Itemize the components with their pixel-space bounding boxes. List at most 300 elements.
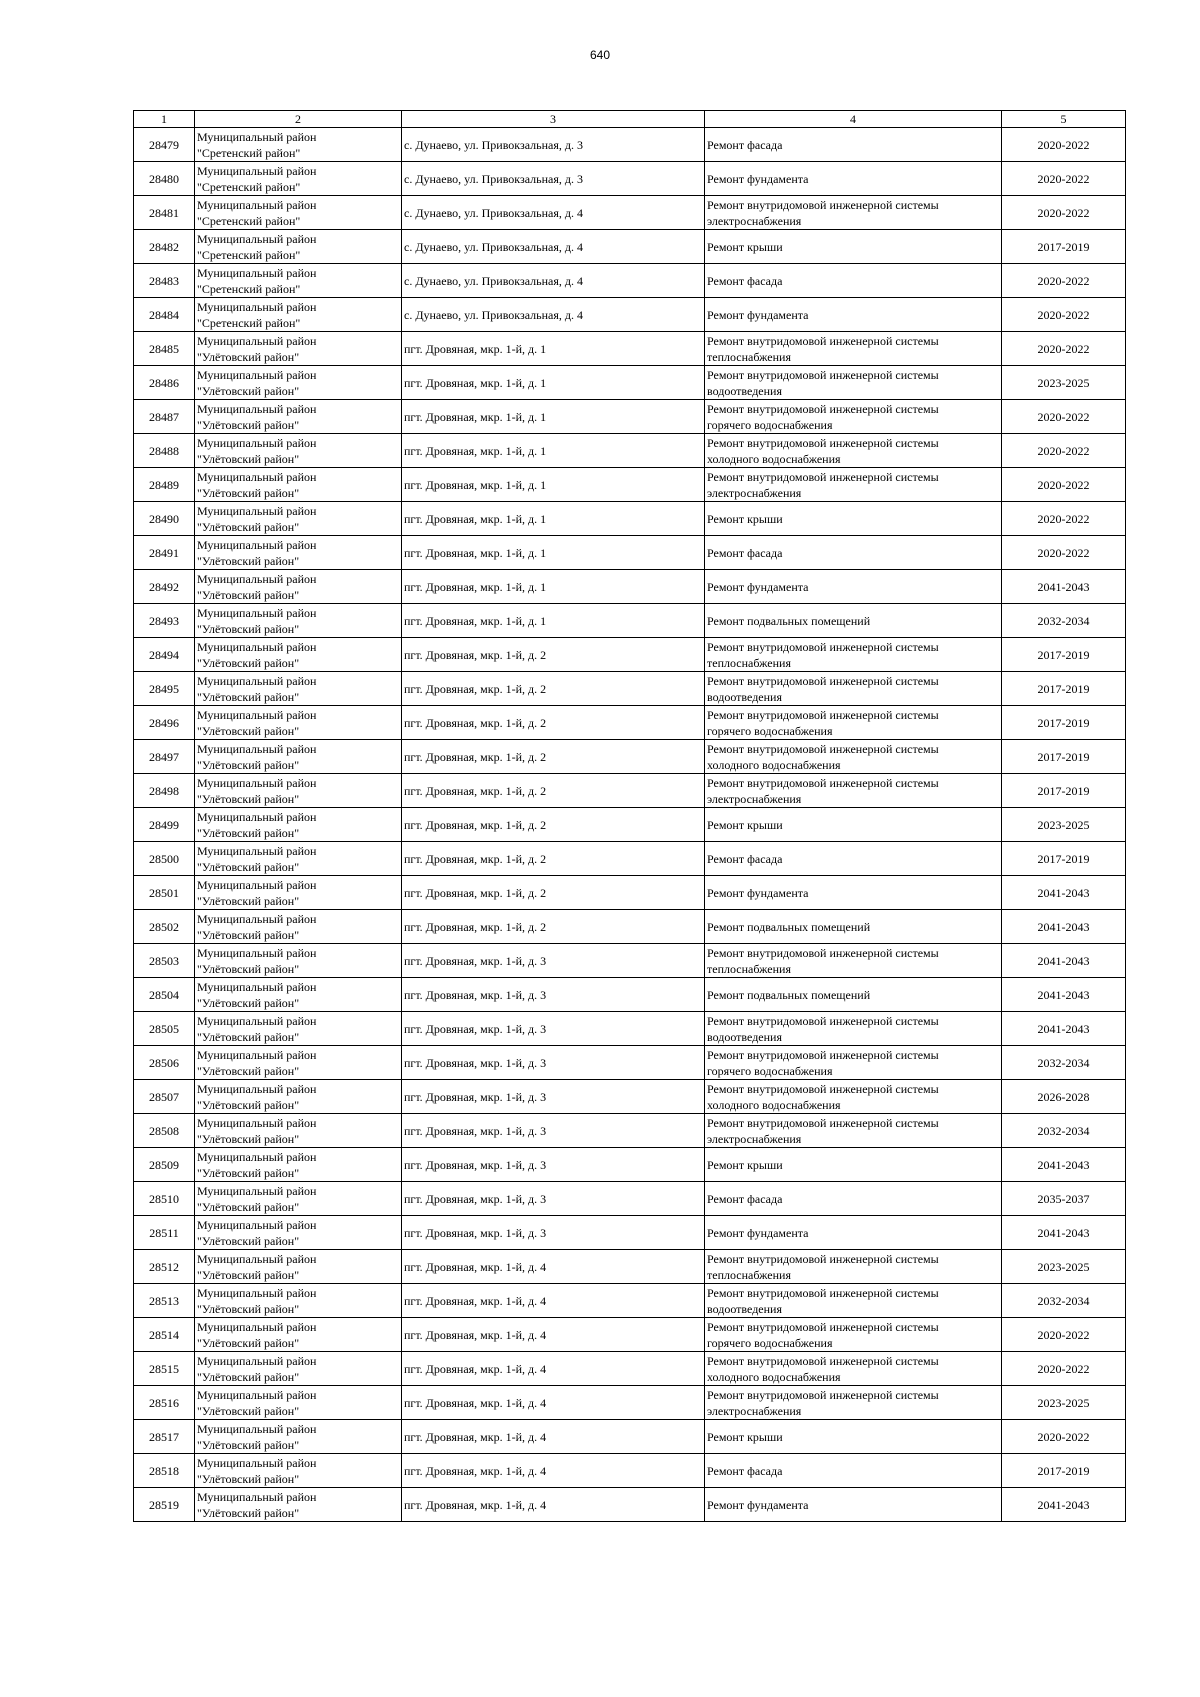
table-row bbox=[134, 638, 1126, 672]
period-cell: 2017-2019 bbox=[1002, 842, 1126, 876]
district-cell bbox=[195, 774, 402, 808]
row-number-cell: 28513 bbox=[134, 1284, 195, 1318]
district-cell bbox=[195, 502, 402, 536]
work-type-cell bbox=[705, 1046, 1002, 1080]
period-cell: 2017-2019 bbox=[1002, 638, 1126, 672]
district-line: Муниципальный район bbox=[197, 605, 317, 620]
row-number-cell: 28503 bbox=[134, 944, 195, 978]
row-number-cell: 28498 bbox=[134, 774, 195, 808]
work-type-cell bbox=[705, 128, 1002, 162]
work-type-line-1: Ремонт внутридомовой инженерной системы bbox=[707, 401, 939, 416]
row-number-cell: 28492 bbox=[134, 570, 195, 604]
work-type-line-2: горячего водоснабжения bbox=[707, 1063, 833, 1078]
table-row bbox=[134, 1284, 1126, 1318]
period-cell: 2020-2022 bbox=[1002, 298, 1126, 332]
work-type-line-1: Ремонт подвальных помещений bbox=[707, 987, 871, 1002]
work-type-line-2: электроснабжения bbox=[707, 1131, 802, 1146]
district-line: Муниципальный район bbox=[197, 367, 317, 382]
period-cell: 2020-2022 bbox=[1002, 332, 1126, 366]
address-cell: пгт. Дровяная, мкр. 1-й, д. 4 bbox=[402, 1318, 705, 1352]
work-type-line-1: Ремонт фасада bbox=[707, 273, 783, 288]
row-number-cell: 28491 bbox=[134, 536, 195, 570]
work-type-line-1: Ремонт крыши bbox=[707, 817, 783, 832]
district-name: "Улётовский район" bbox=[197, 893, 300, 908]
district-line: Муниципальный район bbox=[197, 1489, 317, 1504]
work-type-line-2: холодного водоснабжения bbox=[707, 757, 841, 772]
table-row bbox=[134, 1046, 1126, 1080]
district-name: "Сретенский район" bbox=[197, 179, 301, 194]
district-cell bbox=[195, 1080, 402, 1114]
address-cell: пгт. Дровяная, мкр. 1-й, д. 3 bbox=[402, 1046, 705, 1080]
address-cell: пгт. Дровяная, мкр. 1-й, д. 1 bbox=[402, 366, 705, 400]
district-name: "Сретенский район" bbox=[197, 213, 301, 228]
work-type-cell bbox=[705, 298, 1002, 332]
district-name: "Улётовский район" bbox=[197, 1471, 300, 1486]
work-type-cell bbox=[705, 1216, 1002, 1250]
address-cell: пгт. Дровяная, мкр. 1-й, д. 4 bbox=[402, 1420, 705, 1454]
period-cell: 2023-2025 bbox=[1002, 1386, 1126, 1420]
district-cell bbox=[195, 264, 402, 298]
table-row bbox=[134, 332, 1126, 366]
district-line: Муниципальный район bbox=[197, 741, 317, 756]
row-number-cell: 28504 bbox=[134, 978, 195, 1012]
work-type-cell bbox=[705, 468, 1002, 502]
work-type-line-1: Ремонт фундамента bbox=[707, 885, 809, 900]
period-cell: 2020-2022 bbox=[1002, 434, 1126, 468]
row-number-cell: 28482 bbox=[134, 230, 195, 264]
work-type-cell bbox=[705, 1352, 1002, 1386]
district-cell bbox=[195, 1250, 402, 1284]
work-type-line-1: Ремонт внутридомовой инженерной системы bbox=[707, 1081, 939, 1096]
district-name: "Улётовский район" bbox=[197, 519, 300, 534]
period-cell: 2041-2043 bbox=[1002, 876, 1126, 910]
work-type-line-1: Ремонт внутридомовой инженерной системы bbox=[707, 469, 939, 484]
address-cell: с. Дунаево, ул. Привокзальная, д. 3 bbox=[402, 128, 705, 162]
table-row bbox=[134, 128, 1126, 162]
address-cell: пгт. Дровяная, мкр. 1-й, д. 1 bbox=[402, 332, 705, 366]
district-line: Муниципальный район bbox=[197, 1047, 317, 1062]
address-cell: пгт. Дровяная, мкр. 1-й, д. 4 bbox=[402, 1250, 705, 1284]
work-type-cell bbox=[705, 944, 1002, 978]
period-cell: 2017-2019 bbox=[1002, 672, 1126, 706]
work-type-cell bbox=[705, 162, 1002, 196]
address-cell: пгт. Дровяная, мкр. 1-й, д. 1 bbox=[402, 434, 705, 468]
district-cell bbox=[195, 332, 402, 366]
row-number-cell: 28485 bbox=[134, 332, 195, 366]
district-name: "Улётовский район" bbox=[197, 655, 300, 670]
period-cell: 2032-2034 bbox=[1002, 1114, 1126, 1148]
table-row bbox=[134, 842, 1126, 876]
work-type-line-2: теплоснабжения bbox=[707, 1267, 791, 1282]
work-type-cell bbox=[705, 536, 1002, 570]
district-name: "Улётовский район" bbox=[197, 1267, 300, 1282]
work-type-cell bbox=[705, 400, 1002, 434]
district-name: "Улётовский район" bbox=[197, 1369, 300, 1384]
work-type-line-1: Ремонт фундамента bbox=[707, 1225, 809, 1240]
period-cell: 2017-2019 bbox=[1002, 1454, 1126, 1488]
row-number-cell: 28500 bbox=[134, 842, 195, 876]
district-line: Муниципальный район bbox=[197, 435, 317, 450]
district-cell bbox=[195, 910, 402, 944]
work-type-line-2: теплоснабжения bbox=[707, 655, 791, 670]
table-row bbox=[134, 1182, 1126, 1216]
period-cell: 2017-2019 bbox=[1002, 774, 1126, 808]
district-name: "Сретенский район" bbox=[197, 247, 301, 262]
district-line: Муниципальный район bbox=[197, 1115, 317, 1130]
work-type-cell bbox=[705, 638, 1002, 672]
district-cell bbox=[195, 128, 402, 162]
district-name: "Улётовский район" bbox=[197, 791, 300, 806]
table-row bbox=[134, 1080, 1126, 1114]
district-cell bbox=[195, 1114, 402, 1148]
period-cell: 2020-2022 bbox=[1002, 468, 1126, 502]
table-row bbox=[134, 706, 1126, 740]
row-number-cell: 28519 bbox=[134, 1488, 195, 1522]
district-cell bbox=[195, 1386, 402, 1420]
row-number-cell: 28509 bbox=[134, 1148, 195, 1182]
work-type-line-1: Ремонт крыши bbox=[707, 239, 783, 254]
work-type-line-2: водоотведения bbox=[707, 1029, 782, 1044]
work-type-line-1: Ремонт крыши bbox=[707, 511, 783, 526]
period-cell: 2041-2043 bbox=[1002, 978, 1126, 1012]
district-name: "Улётовский район" bbox=[197, 1131, 300, 1146]
district-cell bbox=[195, 1284, 402, 1318]
work-type-cell bbox=[705, 230, 1002, 264]
table-row bbox=[134, 774, 1126, 808]
table-row bbox=[134, 400, 1126, 434]
address-cell: пгт. Дровяная, мкр. 1-й, д. 2 bbox=[402, 876, 705, 910]
row-number-cell: 28502 bbox=[134, 910, 195, 944]
district-name: "Улётовский район" bbox=[197, 1199, 300, 1214]
district-cell bbox=[195, 842, 402, 876]
period-cell: 2041-2043 bbox=[1002, 1216, 1126, 1250]
work-type-line-2: электроснабжения bbox=[707, 791, 802, 806]
row-number-cell: 28496 bbox=[134, 706, 195, 740]
work-type-line-2: холодного водоснабжения bbox=[707, 1097, 841, 1112]
district-name: "Улётовский район" bbox=[197, 349, 300, 364]
period-cell: 2020-2022 bbox=[1002, 196, 1126, 230]
row-number-cell: 28516 bbox=[134, 1386, 195, 1420]
address-cell: пгт. Дровяная, мкр. 1-й, д. 2 bbox=[402, 910, 705, 944]
period-cell: 2020-2022 bbox=[1002, 1318, 1126, 1352]
district-cell bbox=[195, 230, 402, 264]
period-cell: 2020-2022 bbox=[1002, 264, 1126, 298]
work-type-line-1: Ремонт внутридомовой инженерной системы bbox=[707, 775, 939, 790]
work-type-line-2: водоотведения bbox=[707, 689, 782, 704]
work-type-cell bbox=[705, 672, 1002, 706]
work-type-cell bbox=[705, 1148, 1002, 1182]
address-cell: пгт. Дровяная, мкр. 1-й, д. 1 bbox=[402, 468, 705, 502]
district-cell bbox=[195, 740, 402, 774]
address-cell: с. Дунаево, ул. Привокзальная, д. 4 bbox=[402, 196, 705, 230]
row-number-cell: 28497 bbox=[134, 740, 195, 774]
district-cell bbox=[195, 978, 402, 1012]
district-cell bbox=[195, 1182, 402, 1216]
period-cell: 2020-2022 bbox=[1002, 1420, 1126, 1454]
address-cell: пгт. Дровяная, мкр. 1-й, д. 3 bbox=[402, 1012, 705, 1046]
row-number-cell: 28507 bbox=[134, 1080, 195, 1114]
district-line: Муниципальный район bbox=[197, 1251, 317, 1266]
work-type-line-1: Ремонт внутридомовой инженерной системы bbox=[707, 1285, 939, 1300]
table-row bbox=[134, 196, 1126, 230]
work-type-cell bbox=[705, 842, 1002, 876]
period-cell: 2023-2025 bbox=[1002, 808, 1126, 842]
period-cell: 2041-2043 bbox=[1002, 570, 1126, 604]
table-row bbox=[134, 944, 1126, 978]
row-number-cell: 28486 bbox=[134, 366, 195, 400]
table-row bbox=[134, 1454, 1126, 1488]
district-cell bbox=[195, 706, 402, 740]
work-type-line-1: Ремонт внутридомовой инженерной системы bbox=[707, 197, 939, 212]
district-cell bbox=[195, 298, 402, 332]
address-cell: пгт. Дровяная, мкр. 1-й, д. 2 bbox=[402, 842, 705, 876]
work-type-cell bbox=[705, 196, 1002, 230]
period-cell: 2020-2022 bbox=[1002, 502, 1126, 536]
district-cell bbox=[195, 1420, 402, 1454]
work-type-line-1: Ремонт фасада bbox=[707, 1463, 783, 1478]
work-type-line-1: Ремонт внутридомовой инженерной системы bbox=[707, 1115, 939, 1130]
district-line: Муниципальный район bbox=[197, 1149, 317, 1164]
work-type-line-2: горячего водоснабжения bbox=[707, 417, 833, 432]
district-line: Муниципальный район bbox=[197, 1013, 317, 1028]
repair-schedule-table bbox=[133, 110, 1126, 1522]
table-row bbox=[134, 162, 1126, 196]
district-name: "Улётовский район" bbox=[197, 1063, 300, 1078]
district-line: Муниципальный район bbox=[197, 231, 317, 246]
work-type-cell bbox=[705, 604, 1002, 638]
work-type-cell bbox=[705, 1114, 1002, 1148]
address-cell: пгт. Дровяная, мкр. 1-й, д. 2 bbox=[402, 808, 705, 842]
district-line: Муниципальный район bbox=[197, 1387, 317, 1402]
period-cell: 2041-2043 bbox=[1002, 944, 1126, 978]
district-cell bbox=[195, 1454, 402, 1488]
district-name: "Улётовский район" bbox=[197, 1335, 300, 1350]
work-type-line-1: Ремонт фасада bbox=[707, 851, 783, 866]
district-name: "Улётовский район" bbox=[197, 383, 300, 398]
work-type-cell bbox=[705, 332, 1002, 366]
table-header-row bbox=[134, 111, 1126, 128]
work-type-line-1: Ремонт фасада bbox=[707, 545, 783, 560]
period-cell: 2026-2028 bbox=[1002, 1080, 1126, 1114]
table-row bbox=[134, 604, 1126, 638]
work-type-line-1: Ремонт фундамента bbox=[707, 307, 809, 322]
address-cell: пгт. Дровяная, мкр. 1-й, д. 1 bbox=[402, 536, 705, 570]
row-number-cell: 28493 bbox=[134, 604, 195, 638]
table-row bbox=[134, 570, 1126, 604]
address-cell: с. Дунаево, ул. Привокзальная, д. 3 bbox=[402, 162, 705, 196]
district-cell bbox=[195, 672, 402, 706]
district-cell bbox=[195, 400, 402, 434]
address-cell: пгт. Дровяная, мкр. 1-й, д. 1 bbox=[402, 502, 705, 536]
district-line: Муниципальный район bbox=[197, 571, 317, 586]
table-row bbox=[134, 1012, 1126, 1046]
address-cell: пгт. Дровяная, мкр. 1-й, д. 3 bbox=[402, 1148, 705, 1182]
work-type-cell bbox=[705, 808, 1002, 842]
work-type-cell bbox=[705, 1250, 1002, 1284]
period-cell: 2032-2034 bbox=[1002, 1284, 1126, 1318]
district-cell bbox=[195, 434, 402, 468]
work-type-line-1: Ремонт фасада bbox=[707, 137, 783, 152]
work-type-cell bbox=[705, 366, 1002, 400]
work-type-cell bbox=[705, 1012, 1002, 1046]
row-number-cell: 28512 bbox=[134, 1250, 195, 1284]
row-number-cell: 28487 bbox=[134, 400, 195, 434]
address-cell: пгт. Дровяная, мкр. 1-й, д. 2 bbox=[402, 638, 705, 672]
district-name: "Улётовский район" bbox=[197, 859, 300, 874]
work-type-cell bbox=[705, 1182, 1002, 1216]
district-line: Муниципальный район bbox=[197, 945, 317, 960]
table-row bbox=[134, 1114, 1126, 1148]
district-name: "Улётовский район" bbox=[197, 825, 300, 840]
district-cell bbox=[195, 1352, 402, 1386]
district-cell bbox=[195, 1318, 402, 1352]
work-type-cell bbox=[705, 1488, 1002, 1522]
work-type-line-1: Ремонт внутридомовой инженерной системы bbox=[707, 639, 939, 654]
district-line: Муниципальный район bbox=[197, 503, 317, 518]
district-line: Муниципальный район bbox=[197, 299, 317, 314]
district-name: "Улётовский район" bbox=[197, 1029, 300, 1044]
row-number-cell: 28506 bbox=[134, 1046, 195, 1080]
work-type-cell bbox=[705, 1080, 1002, 1114]
district-line: Муниципальный район bbox=[197, 265, 317, 280]
district-line: Муниципальный район bbox=[197, 1353, 317, 1368]
work-type-line-2: электроснабжения bbox=[707, 485, 802, 500]
period-cell: 2035-2037 bbox=[1002, 1182, 1126, 1216]
period-cell: 2041-2043 bbox=[1002, 1148, 1126, 1182]
work-type-cell bbox=[705, 910, 1002, 944]
row-number-cell: 28514 bbox=[134, 1318, 195, 1352]
row-number-cell: 28508 bbox=[134, 1114, 195, 1148]
district-line: Муниципальный район bbox=[197, 469, 317, 484]
table-body bbox=[134, 128, 1126, 1522]
district-cell bbox=[195, 162, 402, 196]
district-name: "Улётовский район" bbox=[197, 1505, 300, 1520]
work-type-line-1: Ремонт внутридомовой инженерной системы bbox=[707, 945, 939, 960]
district-line: Муниципальный район bbox=[197, 1217, 317, 1232]
work-type-line-2: холодного водоснабжения bbox=[707, 1369, 841, 1384]
address-cell: пгт. Дровяная, мкр. 1-й, д. 3 bbox=[402, 1182, 705, 1216]
work-type-line-2: холодного водоснабжения bbox=[707, 451, 841, 466]
district-line: Муниципальный район bbox=[197, 639, 317, 654]
row-number-cell: 28484 bbox=[134, 298, 195, 332]
table-row bbox=[134, 1488, 1126, 1522]
period-cell: 2020-2022 bbox=[1002, 1352, 1126, 1386]
district-cell bbox=[195, 1148, 402, 1182]
district-name: "Улётовский район" bbox=[197, 417, 300, 432]
work-type-line-1: Ремонт внутридомовой инженерной системы bbox=[707, 707, 939, 722]
table-row bbox=[134, 978, 1126, 1012]
work-type-cell bbox=[705, 264, 1002, 298]
district-name: "Улётовский район" bbox=[197, 757, 300, 772]
period-cell: 2017-2019 bbox=[1002, 230, 1126, 264]
work-type-cell bbox=[705, 1454, 1002, 1488]
work-type-cell bbox=[705, 740, 1002, 774]
district-line: Муниципальный район bbox=[197, 1183, 317, 1198]
address-cell: пгт. Дровяная, мкр. 1-й, д. 4 bbox=[402, 1386, 705, 1420]
column-header-1: 1 bbox=[134, 111, 195, 128]
district-line: Муниципальный район bbox=[197, 163, 317, 178]
row-number-cell: 28505 bbox=[134, 1012, 195, 1046]
work-type-line-1: Ремонт внутридомовой инженерной системы bbox=[707, 435, 939, 450]
work-type-line-1: Ремонт внутридомовой инженерной системы bbox=[707, 1319, 939, 1334]
row-number-cell: 28490 bbox=[134, 502, 195, 536]
district-name: "Улётовский район" bbox=[197, 961, 300, 976]
district-cell bbox=[195, 876, 402, 910]
district-name: "Улётовский район" bbox=[197, 587, 300, 602]
work-type-cell bbox=[705, 570, 1002, 604]
work-type-line-2: электроснабжения bbox=[707, 213, 802, 228]
district-line: Муниципальный район bbox=[197, 333, 317, 348]
district-line: Муниципальный район bbox=[197, 877, 317, 892]
work-type-line-1: Ремонт крыши bbox=[707, 1429, 783, 1444]
address-cell: пгт. Дровяная, мкр. 1-й, д. 4 bbox=[402, 1352, 705, 1386]
row-number-cell: 28479 bbox=[134, 128, 195, 162]
district-line: Муниципальный район bbox=[197, 537, 317, 552]
table-row bbox=[134, 876, 1126, 910]
district-line: Муниципальный район bbox=[197, 1081, 317, 1096]
district-line: Муниципальный район bbox=[197, 673, 317, 688]
work-type-line-1: Ремонт фундамента bbox=[707, 1497, 809, 1512]
period-cell: 2020-2022 bbox=[1002, 536, 1126, 570]
work-type-line-2: теплоснабжения bbox=[707, 961, 791, 976]
row-number-cell: 28518 bbox=[134, 1454, 195, 1488]
district-name: "Улётовский район" bbox=[197, 927, 300, 942]
table-row bbox=[134, 1250, 1126, 1284]
district-name: "Улётовский район" bbox=[197, 1233, 300, 1248]
district-cell bbox=[195, 1012, 402, 1046]
work-type-line-1: Ремонт подвальных помещений bbox=[707, 613, 871, 628]
column-header-2: 2 bbox=[195, 111, 402, 128]
district-name: "Улётовский район" bbox=[197, 485, 300, 500]
district-name: "Улётовский район" bbox=[197, 621, 300, 636]
work-type-line-1: Ремонт внутридомовой инженерной системы bbox=[707, 741, 939, 756]
district-cell bbox=[195, 808, 402, 842]
period-cell: 2032-2034 bbox=[1002, 1046, 1126, 1080]
row-number-cell: 28488 bbox=[134, 434, 195, 468]
work-type-line-1: Ремонт фундамента bbox=[707, 579, 809, 594]
table-row bbox=[134, 1148, 1126, 1182]
work-type-line-2: теплоснабжения bbox=[707, 349, 791, 364]
address-cell: пгт. Дровяная, мкр. 1-й, д. 4 bbox=[402, 1454, 705, 1488]
period-cell: 2032-2034 bbox=[1002, 604, 1126, 638]
work-type-line-1: Ремонт внутридомовой инженерной системы bbox=[707, 1047, 939, 1062]
work-type-cell bbox=[705, 1420, 1002, 1454]
district-line: Муниципальный район bbox=[197, 843, 317, 858]
work-type-cell bbox=[705, 502, 1002, 536]
work-type-cell bbox=[705, 434, 1002, 468]
table-row bbox=[134, 434, 1126, 468]
row-number-cell: 28517 bbox=[134, 1420, 195, 1454]
work-type-line-1: Ремонт фасада bbox=[707, 1191, 783, 1206]
column-header-5: 5 bbox=[1002, 111, 1126, 128]
work-type-cell bbox=[705, 876, 1002, 910]
row-number-cell: 28510 bbox=[134, 1182, 195, 1216]
table-row bbox=[134, 1318, 1126, 1352]
district-name: "Улётовский район" bbox=[197, 1437, 300, 1452]
column-header-3: 3 bbox=[402, 111, 705, 128]
address-cell: пгт. Дровяная, мкр. 1-й, д. 3 bbox=[402, 1216, 705, 1250]
district-line: Муниципальный район bbox=[197, 129, 317, 144]
address-cell: пгт. Дровяная, мкр. 1-й, д. 2 bbox=[402, 774, 705, 808]
work-type-line-1: Ремонт внутридомовой инженерной системы bbox=[707, 333, 939, 348]
address-cell: с. Дунаево, ул. Привокзальная, д. 4 bbox=[402, 230, 705, 264]
work-type-line-2: горячего водоснабжения bbox=[707, 1335, 833, 1350]
work-type-line-1: Ремонт внутридомовой инженерной системы bbox=[707, 1387, 939, 1402]
work-type-cell bbox=[705, 1284, 1002, 1318]
column-header-4: 4 bbox=[705, 111, 1002, 128]
district-cell bbox=[195, 570, 402, 604]
row-number-cell: 28515 bbox=[134, 1352, 195, 1386]
